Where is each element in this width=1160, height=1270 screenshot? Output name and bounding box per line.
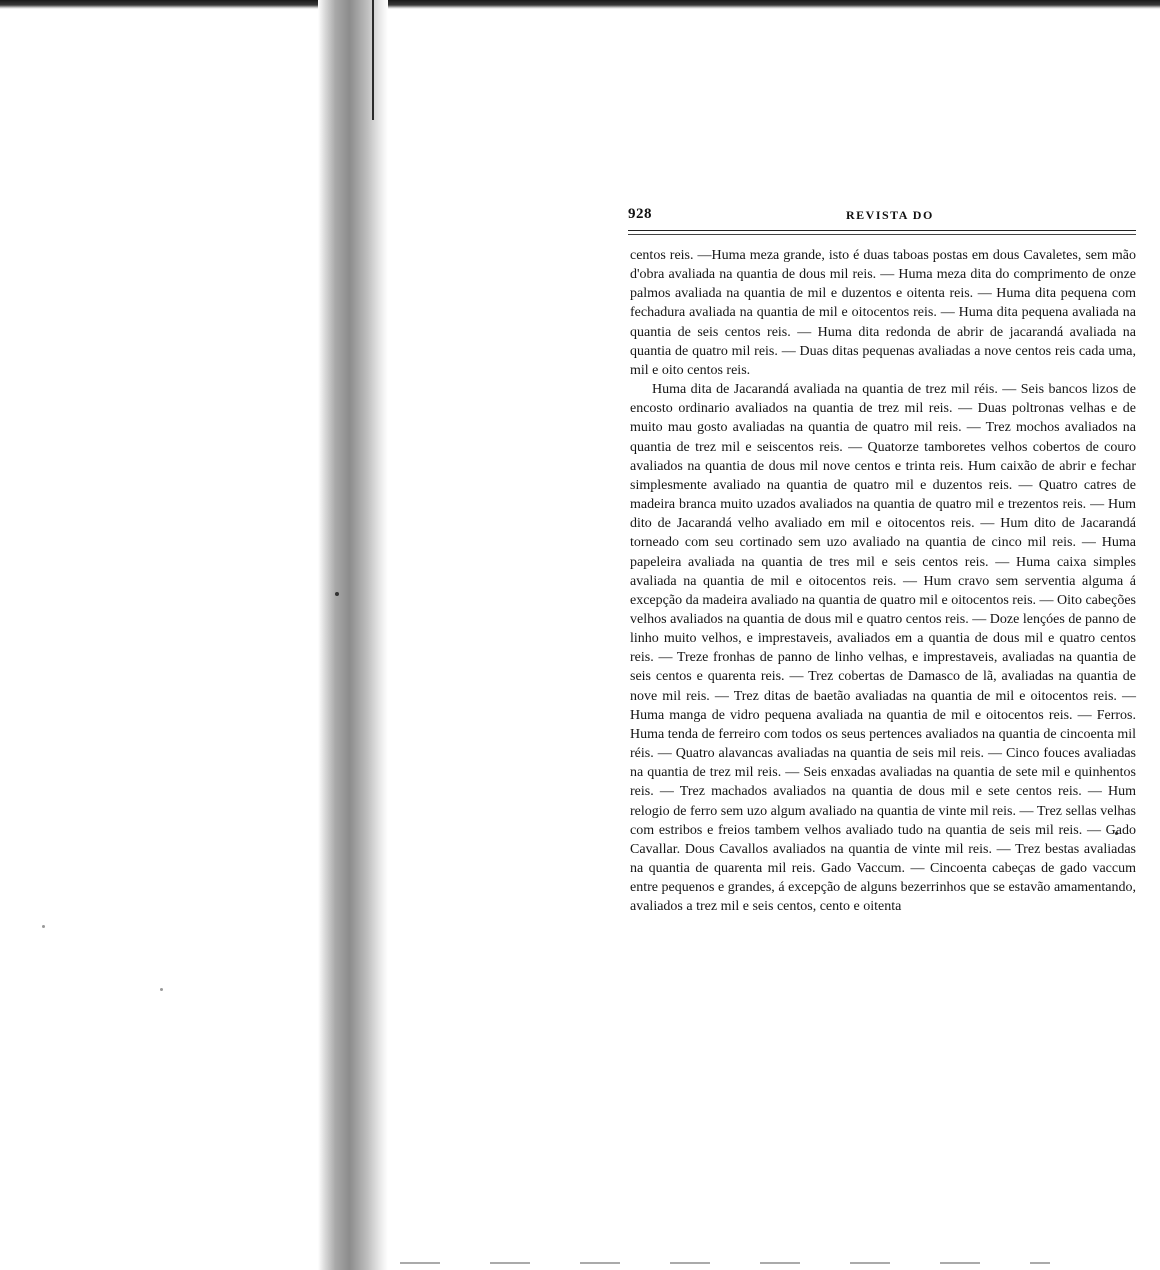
scan-speck [335,592,339,596]
page-header [628,206,1134,228]
page-number: 928 [628,206,652,222]
running-head: REVISTA DO [846,208,934,222]
header-rule [628,230,1136,235]
scan-bottom-marks [400,1262,1050,1264]
scan-speck [42,925,45,928]
paragraph: Huma dita de Jacarandá avaliada na quantia de trez mil réis. — Seis bancos lizos de encosto ordinario avaliados na quantia de trez mil reis. — Duas poltronas velhas e de muito mau gosto avaliadas na quantia de quatro mil reis. — Trez mochos avaliados na quantia de trez mil e seiscentos reis. — Quatorze tamboretes velhos cobertos de couro avaliados na quantia de dous mil nove centos e trinta reis. Hum caixão de abrir e fechar simplesmente avaliado na quantia de quatro mil e duzentos reis. — Quatro catres de madeira branca muito uzados avaliados na quantia de quatro mil e trezentos reis. — Hum dito de Jacarandá velho avaliado em mil e oitocentos reis. — Hum dito de Jacarandá torneado com seu cortinado sem uzo avaliado na quantia de cinco mil reis. — Huma papeleira avaliada na quantia de tres mil e seis centos reis. — Huma caixa simples avaliada na quantia de mil e oitocentos reis. — Hum cravo sem serventia alguma á excepção da madeira avaliado na quantia de quatro mil e oitocentos reis. — Oito cabeções velhos avaliados na quantia de dous mil e quatro centos reis. — Doze lençóes de panno de linho muito velhos, e imprestaveis, avaliados em a quantia de dous mil e quatro centos reis. — Treze fronhas de panno de linho velhas, e imprestaveis, avaliadas na quantia de seis centos e quarenta reis. — Trez cobertas de Damasco de lã, avaliadas na quantia de nove mil reis. — Trez ditas de baetão avaliadas na quantia de mil e oitocentos reis. — Huma manga de vidro pequena avaliada na quantia de mil e oitocentos reis. — Ferros. Huma tenda de ferreiro com todos os seus pertences avaliados na quantia de cincoenta mil réis. — Quatro alavancas avaliadas na quantia de seis mil reis. — Cinco fouces avaliadas na quantia de trez mil reis. — Seis enxadas avaliadas na quantia de sete mil e quinhentos reis. — Trez machados avaliados na quantia de dous mil e sete centos reis. — Hum relogio de ferro sem uzo algum avaliado na quantia de vinte mil reis. — Trez sellas velhas com estribos e freios tambem velhos avaliado tudo na quantia de seis mil reis. — Gado Cavallar. Dous Cavallos avaliados na quantia de vinte mil reis. — Trez bestas avaliadas na quantia de quarenta mil reis. Gado Vaccum. — Cincoenta cabeças de gado vaccum entre pequenos e grandes, á excepção de alguns bezerrinhos que se estavão amamentando, avaliados a trez mil e seis centos, cento e oitenta [630,382,1136,915]
book-spine-shadow [318,0,388,1270]
scan-top-edge [0,0,1160,9]
page-body [630,246,1136,916]
book-spine-edge [372,0,374,120]
paragraph: centos reis. —Huma meza grande, isto é duas taboas postas em dous Cavaletes, sem mão d'obra avaliada na quantia de dous mil reis. — Huma meza dita do comprimento de onze palmos avaliada na quantia de mil e duzentos e oitenta reis. — Huma dita pequena com fechadura avaliada na quantia de mil e oitocentos reis. — Huma dita pequena avaliada na quantia de seis centos reis. — Huma dita redonda de abrir de jacarandá avaliada na quantia de quatro mil reis. — Duas ditas pequenas avaliadas a nove centos reis cada uma, mil e oito centos reis. [630,248,1136,378]
scan-speck [160,988,163,991]
